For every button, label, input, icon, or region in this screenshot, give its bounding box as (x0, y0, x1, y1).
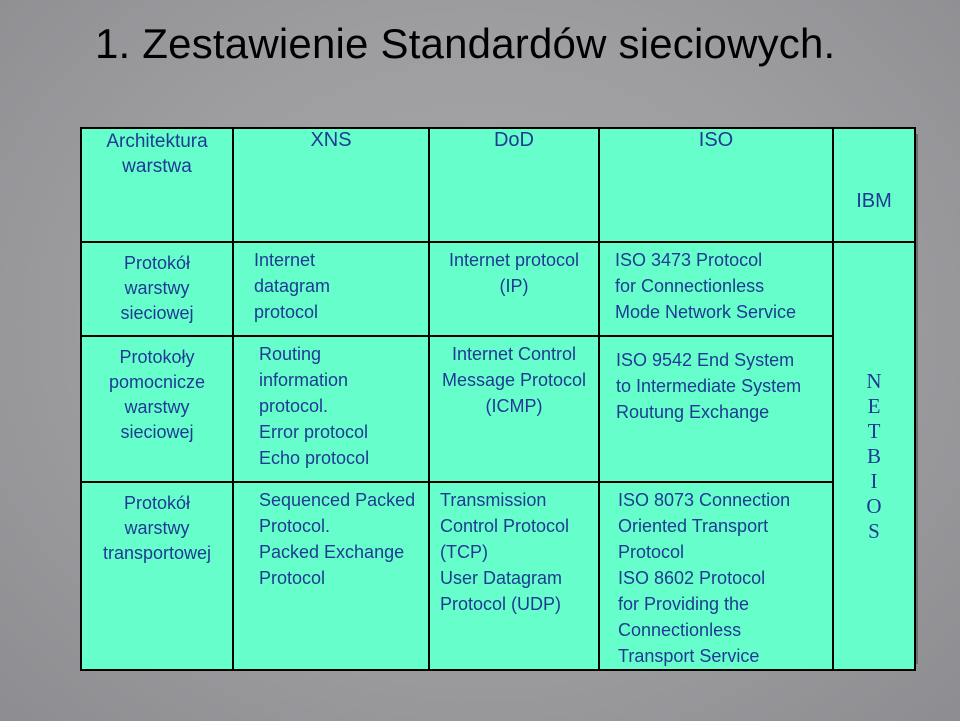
cell-line: protocol (254, 302, 319, 322)
table-row (81, 242, 915, 336)
standards-table (80, 127, 916, 671)
row-label-line: warstwy (124, 278, 190, 298)
row-label-transport (81, 482, 233, 670)
cell-line: Protocol (259, 568, 326, 588)
row-label-network (81, 242, 233, 336)
cell-line: Protocol (UDP) (440, 594, 562, 614)
row-label-line: sieciowej (120, 303, 194, 323)
cell-line: Packed Exchange (259, 542, 405, 562)
cell-line: Internet (254, 250, 316, 270)
cell-iso-transport (599, 482, 833, 670)
cell-ibm-netbios (833, 242, 915, 670)
cell-line: Message Protocol (441, 370, 587, 390)
row-label-line: Protokoły (119, 347, 195, 367)
header-dod: DoD (429, 128, 599, 242)
cell-xns-auxiliary (233, 336, 429, 482)
cell-line: ISO 9542 End System (616, 350, 795, 370)
cell-line: information (259, 370, 349, 390)
cell-xns-network (233, 242, 429, 336)
cell-line: (IP) (499, 276, 529, 296)
cell-line: Control Protocol (440, 516, 570, 536)
cell-line: ISO 8073 Connection (618, 490, 791, 510)
cell-xns-transport (233, 482, 429, 670)
header-architecture (81, 128, 233, 242)
netbios-letter: S (868, 518, 880, 543)
table-row (81, 482, 915, 670)
cell-line: Protocol (618, 542, 685, 562)
row-label-line: Protokół (123, 493, 191, 513)
netbios-letter: I (870, 468, 878, 493)
cell-line: Internet protocol (448, 250, 580, 270)
row-label-line: Protokół (123, 253, 191, 273)
cell-line: Oriented Transport (618, 516, 769, 536)
table-row (81, 336, 915, 482)
header-architecture-line: warstwa (122, 156, 192, 177)
cell-line: protocol. (259, 396, 329, 416)
cell-line: Routing (259, 344, 322, 364)
cell-dod-network (429, 242, 599, 336)
netbios-letter: E (867, 393, 881, 418)
cell-line: Connectionless (618, 620, 742, 640)
cell-line: Mode Network Service (615, 302, 797, 322)
header-ibm: IBM (833, 128, 915, 242)
row-label-line: warstwy (124, 518, 190, 538)
cell-line: for Connectionless (615, 276, 765, 296)
row-label-line: warstwy (124, 397, 190, 417)
cell-dod-transport (429, 482, 599, 670)
cell-line: Internet Control (451, 344, 577, 364)
row-label-line: sieciowej (120, 422, 194, 442)
netbios-letter: O (866, 493, 882, 518)
cell-line: ISO 8602 Protocol (618, 568, 766, 588)
cell-iso-auxiliary (599, 336, 833, 482)
row-label-auxiliary (81, 336, 233, 482)
row-label-line: transportowej (102, 543, 212, 563)
header-iso: ISO (599, 128, 833, 242)
header-architecture-line: Architektura (106, 131, 208, 152)
header-xns: XNS (233, 128, 429, 242)
cell-line: ISO 3473 Protocol (615, 250, 763, 270)
netbios-letter: B (866, 443, 881, 468)
netbios-letter: N (866, 368, 882, 393)
cell-line: for Providing the (618, 594, 750, 614)
cell-line: to Intermediate System (616, 376, 802, 396)
cell-dod-auxiliary (429, 336, 599, 482)
cell-line: Error protocol (259, 422, 369, 442)
row-label-line: pomocnicze (108, 372, 206, 392)
slide-title: 1. Zestawienie Standardów sieciowych. (95, 20, 836, 67)
cell-line: (ICMP) (485, 396, 543, 416)
cell-line: Sequenced Packed (259, 490, 416, 510)
cell-line: Routung Exchange (616, 402, 770, 422)
cell-line: (TCP) (440, 542, 488, 562)
cell-line: Protocol. (259, 516, 331, 536)
cell-line: datagram (254, 276, 331, 296)
cell-iso-network (599, 242, 833, 336)
netbios-letter: T (867, 418, 881, 443)
cell-line: User Datagram (440, 568, 563, 588)
header-row (81, 128, 915, 242)
cell-line: Transmission (440, 490, 547, 510)
cell-line: Transport Service (618, 646, 760, 666)
cell-line: Echo protocol (259, 448, 370, 468)
